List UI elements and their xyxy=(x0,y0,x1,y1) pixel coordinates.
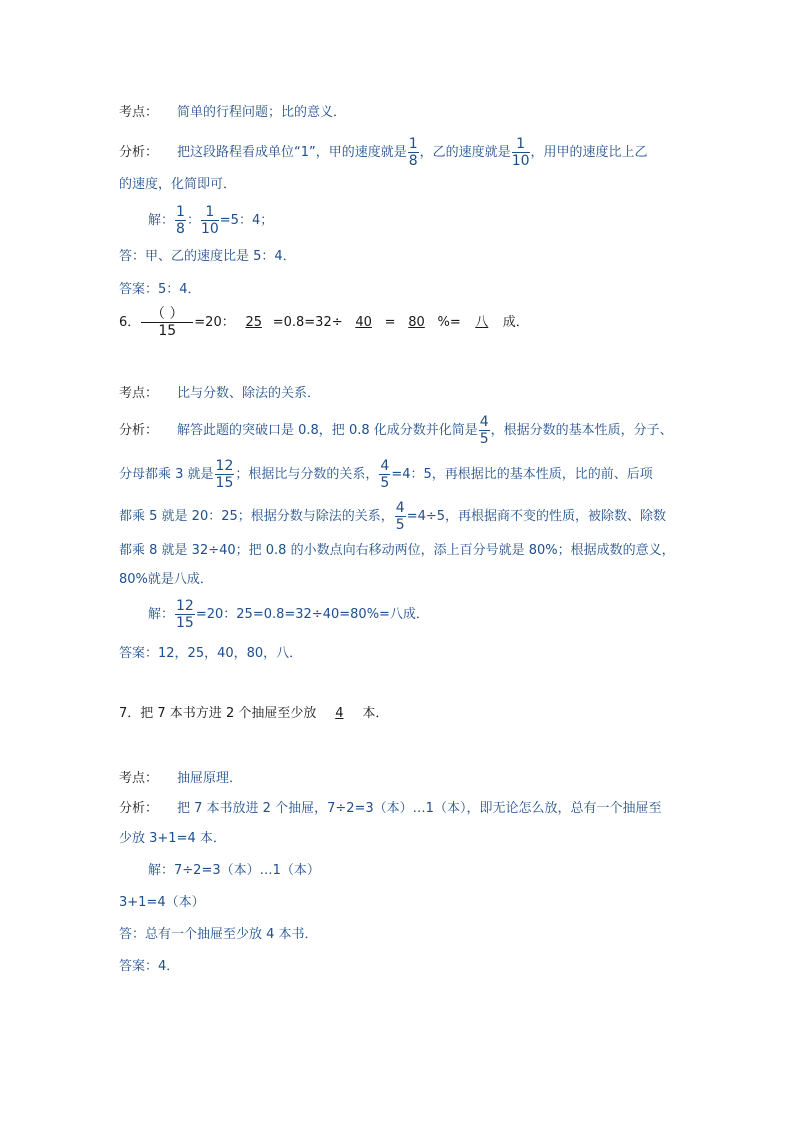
q-text: 成． xyxy=(502,315,529,330)
fenxi-label: 分析： xyxy=(119,145,159,160)
kaodian-text: 抽屉原理． xyxy=(177,771,243,786)
q5-da: 答：甲、乙的速度比是 5：4． xyxy=(119,249,296,264)
kaodian-label: 考点： xyxy=(119,771,159,786)
answer-blank: 4 xyxy=(335,706,344,721)
q-text: 本． xyxy=(362,706,389,721)
q-text: =20： xyxy=(194,315,235,330)
fraction: $\frac{1}{8}$ xyxy=(176,204,185,237)
question-number: 6． xyxy=(119,315,141,330)
q7-fenxi-line1 xyxy=(119,800,661,818)
kaodian-text: 简单的行程问题；比的意义． xyxy=(177,105,347,120)
fenxi-text: ，乙的速度就是 xyxy=(419,145,511,160)
answer-blank: 八 xyxy=(475,315,489,330)
fraction: $\frac{1}{10}$ xyxy=(511,136,530,169)
q6-fenxi-line5: 80%就是八成． xyxy=(119,572,213,587)
fenxi-text: =4：5，再根据比的基本性质，比的前、后项 xyxy=(391,467,653,482)
q6-kaodian xyxy=(119,385,320,403)
fraction: $\frac{4}{5}$ xyxy=(380,458,390,491)
q-text: =0.8=32÷ xyxy=(272,315,343,330)
fenxi-text: ；根据比与分数的关系， xyxy=(235,467,379,482)
q7-answer: 答案：4． xyxy=(119,959,180,974)
jie-text: =20：25=0.8=32÷40=80%=八成． xyxy=(195,607,429,622)
fenxi-text: 分母都乘 3 就是 xyxy=(119,467,214,482)
q5-fenxi-line1 xyxy=(119,136,648,169)
fenxi-text: 把 7 本书放进 2 个抽屉，7÷2=3（本）…1（本），即无论怎么放，总有一个抽屉至 xyxy=(177,801,662,816)
jie-text: =5：4； xyxy=(219,213,274,228)
kaodian-label: 考点： xyxy=(119,105,159,120)
fraction: $\frac{1}{8}$ xyxy=(408,136,418,169)
q6-answer: 答案：12，25，40，80，八． xyxy=(119,646,303,661)
jie-label: 解： xyxy=(148,213,175,228)
q6-question xyxy=(119,306,529,339)
answer-blank: 40 xyxy=(355,315,372,330)
q7-jie xyxy=(148,862,320,880)
q5-kaodian xyxy=(119,104,346,122)
q6-fenxi-line1 xyxy=(119,414,673,447)
q5-jie xyxy=(148,204,273,237)
q-text: 7．把 7 本书方进 2 个抽屉至少放 xyxy=(119,706,317,721)
q7-question xyxy=(119,705,388,723)
fenxi-text: =4÷5，再根据商不变的性质，被除数、除数 xyxy=(406,509,667,524)
fenxi-text: 把这段路程看成单位“1”，甲的速度就是 xyxy=(177,145,407,160)
q-text: = xyxy=(384,315,396,330)
fraction: $\frac{4}{5}$ xyxy=(395,500,405,533)
q5-answer: 答案：5：4． xyxy=(119,282,201,297)
colon: ： xyxy=(186,213,200,228)
q5-fenxi-line2 xyxy=(119,176,236,194)
q7-fenxi-line2: 少放 3+1=4 本． xyxy=(119,831,226,846)
q6-fenxi-line4: 都乘 8 就是 32÷40；把 0.8 的小数点向右移动两位，添上百分号就是 80%；根据成数的意义， xyxy=(119,543,675,558)
fraction: $\frac{1}{10}$ xyxy=(200,204,219,237)
q6-fenxi-line3 xyxy=(119,500,666,533)
q7-jie-line2: 3+1=4（本） xyxy=(119,895,205,910)
fenxi-text: 解答此题的突破口是 0.8，把 0.8 化成分数并化简是 xyxy=(177,423,478,438)
answer-blank: 25 xyxy=(245,315,262,330)
fenxi-text: ，用甲的速度比上乙 xyxy=(530,145,648,160)
kaodian-label: 考点： xyxy=(119,386,159,401)
kaodian-text: 比与分数、除法的关系． xyxy=(177,386,321,401)
q7-da: 答：总有一个抽屉至少放 4 本书． xyxy=(119,927,318,942)
jie-text: 7÷2=3（本）…1（本） xyxy=(174,863,320,878)
q-text: %= xyxy=(437,315,461,330)
jie-label: 解： xyxy=(148,607,175,622)
fenxi-label: 分析： xyxy=(119,801,159,816)
q7-kaodian xyxy=(119,770,242,788)
q6-jie xyxy=(148,598,429,631)
fenxi-text: ，根据分数的基本性质，分子、 xyxy=(490,423,673,438)
fenxi-text: 都乘 5 就是 20：25；根据分数与除法的关系， xyxy=(119,509,394,524)
fraction-blank: $\frac{( )}{15}$ xyxy=(141,306,193,339)
fraction: $\frac{4}{5}$ xyxy=(479,414,489,447)
fenxi-text: 的速度，化简即可． xyxy=(119,177,237,192)
jie-label: 解： xyxy=(148,863,175,878)
fenxi-label: 分析： xyxy=(119,423,159,438)
fraction: $\frac{12}{15}$ xyxy=(176,598,194,631)
fraction: $\frac{12}{15}$ xyxy=(215,458,234,491)
answer-blank: 80 xyxy=(408,315,425,330)
q6-fenxi-line2 xyxy=(119,458,653,491)
